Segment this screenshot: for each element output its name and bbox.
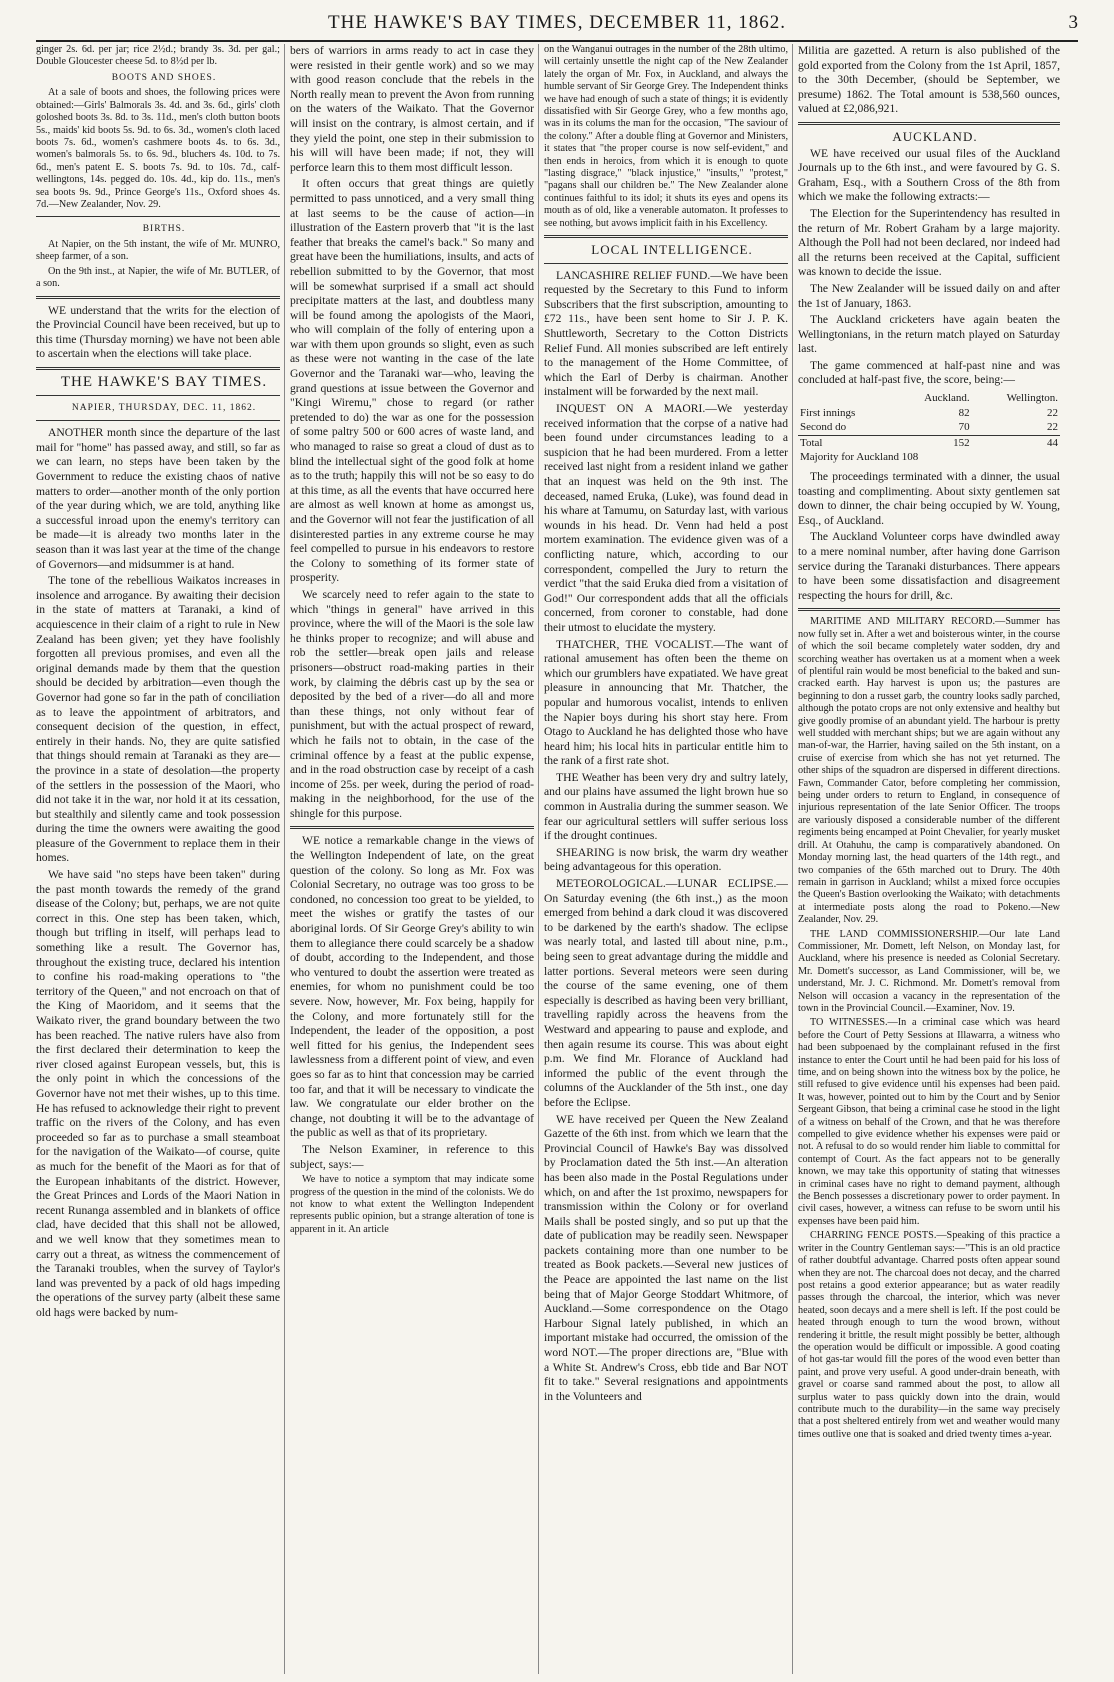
paper-heading: THE HAWKE'S BAY TIMES. [60,374,268,391]
auckland-paragraph: The New Zealander will be issued daily on and after the 1st of January, 1863. [798,281,1060,310]
births-heading: BIRTHS. [142,224,186,235]
score-value: 82 [958,406,970,419]
masthead [36,10,1078,42]
editorial-paragraph: We scarcely need to refer again to the state to which "things in general" have arrived in this province, where the will of the Maori is the sole law he thinks proper to recognize; and will abuse and rob the settler—break open jails and release prisoners—obstruct road-making parties in their work, by claiming the débris cast up by the sea or deposited by the bed of a river—do all and more than these things, not only without fear of punishment, but with the actual prospect of reward, which he fails not to obtain, in the case of the criminal offence by a feast at the public expense, and in the road obstruction case by receipt of a cash income of 25s. per week, during the period of road-making in the neighborhood, for the use of the shingle for this purpose. [290,587,534,820]
birth-notice: At Napier, on the 5th instant, the wife of Mr. MUNRO, sheep farmer, of a son. [36,239,280,263]
score-value: 22 [1047,421,1058,434]
local-item: THATCHER, THE VOCALIST.—The want of rational amusement has often been the theme on which our grumblers have expatiated. We have great pleasure in announcing that Mr. Thatcher, the popular and humorous vocalist, intends to enliven the Napier boys during his short stay here. From Otago to Auckland he has delighted those who have heard him; his local hits in particular entitle him to the rank of a first rate shot. [544,637,788,768]
divider [798,122,1060,125]
divider [36,395,280,396]
column-1 [36,44,280,1674]
local-item: INQUEST ON A MAORI.—We yesterday received information that the corpse of a native had been found under circumstances leading to a suspicion that he had been murdered. From a letter received last night from a resident inland we gather that an inquest was held on the 9th inst. The deceased, named Eruka, (Luke), was found dead in his whare at Tamumu, on Saturday last, with various wounds in his head. Dr. Venn had held a post mortem examination. The evidence given was of a conflicting nature, which, according to our correspondent, compelled the Jury to return the verdict "that the said Eruka died from a visitation of God!" Our correspondent adds that all the officials concerned, from coroner to constable, had done their utmost to elucidate the mystery. [544,402,788,634]
divider [544,235,788,238]
local-item: LANCASHIRE RELIEF FUND.—We have been requested by the Secretary to this Fund to inform Subscribers that the first subscription, amounting to £72 11s., have been sent home to Sir J. P. K. Shuttleworth, Secretary to the Cotton Districts Relief Fund. All monies subscribed are left entirely to the management of the Home Committee, of which the Earl of Derby is chairman. Another instalment will be forwarded by the next mail. [544,268,788,399]
editorial-paragraph: It often occurs that great things are quietly permitted to pass unnoticed, and a very small thing at last seems to be the cause of action—in illustration of the Eastern proverb that "it is the last feather that breaks the camel's back." So many and great have been the humiliations, insults, and acts of rebellion submitted to by the Governor, that most will be somewhat surprised if a small act should precipitate matters at the last, and doubtless many will be found among the apologists of the Maori, who will complain of the folly of entering upon a war with them upon grounds so slight, even as such as these were not wanting in the case of the late Governor and the Taranaki war—who, leaving the grand questions at issue between the Governor and "Kingi Wiremu," chose to regard (or rather pretended to do) the war as one for the possession of some paltry 500 or 600 acres of waste land, and who managed to raise so great a cloud of dust as to blind the intellectual sight of the good folk at home as to the truth; happily this will not be so easy to do at this time, as all the events that have occurred here are almost as well known at home as amongst us, and the Governor will not fear the justification of all disinterested parties in any extreme course he may feel compelled to pursue in his endeavors to restore the Colony to something of its former state of prosperity. [290,177,534,585]
score-label: First innings [800,406,856,419]
editorial-paragraph: The tone of the rebellious Waikatos increases in insolence and arrogance. By awaiting their decision in the state of matters at Taranaki, a kind of acquiescence in their claim of a right to rule in New Zealand has been given; yet they have foolishly forgotten all previous promises, and even all the original demands made by them that the question should be decided by arbitration—even though the Governor had gone so far in the path of conciliation as to leave the appointment of arbitrators, and consequent decision of the question, in effect, entirely in their hands. No, they are quite satisfied that things should remain at Taranaki as they are—the province in a state of desolation—the property of the settlers in the possession of the Maori, who did not take it in the war, nor hold it at its cessation, but stealthily and silently came and took possession during the time the owners were awaiting the good pleasure of the Government to replace them in their homes. [36,574,280,865]
column-rule [284,44,285,1674]
boots-report: At a sale of boots and shoes, the following prices were obtained:—Girls' Balmorals 3s. 4d. and 3s. 6d., girls' cloth goloshed boots 3s. 8d. to 3s. 11d., men's cloth button boots 5s., maids' kid boots 5s. 9d. to 6s. 3d., women's cloth laced boots 7s. 6d., women's cashmere boots 4s. to 6s. 3d., women's balmorals 5s. to 6s. 9d., bluchers 4s. 10d. to 7s. 6d., men's patent E. S. boots 7s. 9d. to 10s. 7d., calf-wellingtons, 14s. pegged do. 10s. 4d., kip do. 11s., men's sea boots 9s. 9d., Prince George's 11s., Oxford shoes 4s. 7d.—New Zealander, Nov. 29. [36,87,280,211]
news-item: THE LAND COMMISSIONERSHIP.—Our late Land Commissioner, Mr. Domett, left Nelson, on Monday last, for Auckland, where his presence is needed as Colonial Secretary. Mr. Domett's successor, as Land Commissioner, will be, we understand, Mr. J. C. Richmond. Mr. Domett's removal from Nelson will occasion a vacancy in the representation of the town in the Provincial Council.—Examiner, Nov. 19. [798,928,1060,1014]
birth-notice: On the 9th inst., at Napier, the wife of Mr. BUTLER, of a son. [36,265,280,290]
column-2 [290,44,534,1674]
score-value: 70 [958,421,970,434]
local-item: WE have received per Queen the New Zealand Gazette of the 6th inst. from which we learn that the Provincial Council of Hawke's Bay was dissolved by Proclamation dated the 5th inst.—An alteration has been also made in the Postal Regulations under which, on and after the 1st proximo, newspapers for transmission within the Colony or for overland Mails shall be posted singly, and so put up that the date of publication may be readily seen. Newspaper packets containing more than one number to be treated as Book packets.—Several new justices of the Peace are appointed the last name on the list being that of Major George Stoddart Whitmore, of Auckland.—Some correspondence on the Otago Harbour Signal lately published, in which an important mistake had occurred, the omission of the word NOT.—The proper directions are, "Blue with a White St. Andrew's Cross, ebb tide and Bar NOT fit to take." Several resignations and appointments in the Volunteers and [544,1112,788,1403]
news-item: MARITIME AND MILITARY RECORD.—Summer has now fully set in. After a wet and boisterous winter, in the course of which the soil became completely water sodden, dry and scorching weather has overtaken us at a moment when a week of plentiful rain would be most beneficial to the baked and sun-cracked earth. Hay harvest is upon us; the pastures are beginning to don a russet garb, the country looks sadly parched, although the potato crops are not only extensive and healthy but give goodly promise of an abundant yield. The harbour is pretty well studded with merchant ships; but we are again without any man-of-war, the Harrier, having sailed on the 5th instant, on a cruise of exercise from which she has not yet returned. The other ships of the squadron are dispersed in different directions. Fawn, Commander Cator, before completing her commission, being under orders to return to England, in consequence of injurious representation of the late Senior Officer. The troops are variously disposed a considerable number of the different regiments being encamped at Point Chevalier, for yearly musket drill. At Otahuhu, the camp is comparatively abandoned. On Monday morning last, the head quarters of the 14th regt., and two companies of the 65th marched out to Drury. The 40th remain in garrison in Auckland; whilst a mixed force occupies the Queen's Bastion overlooking the Waikato; with detachments at intermediate posts along the road to Pokeno.—New Zealander, Nov. 29. [798,616,1060,926]
auckland-paragraph: The Auckland Volunteer corps have dwindled away to a mere nominal number, after having done Garrison service during the Taranaki disturbances. There appears to have been some dissatisfaction and disagreement respecting the hours for drill, &c. [798,530,1060,602]
militia-text: Militia are gazetted. A return is also published of the gold exported from the Colony from the 1st April, 1857, to the 30th December, (should be September, we presume) 1862. The Total amount is 538,560 ounces, valued at £2,086,921. [798,44,1060,116]
local-item: METEOROLOGICAL.—LUNAR ECLIPSE.—On Saturday evening (the 6th inst.,) as the moon emerged from behind a dark cloud it was discovered to be darkened by the earth's shadow. The eclipse was nearly total, and lasted till about nine, p.m., being seen to great advantage during the middle and latter portions. Several meteors were seen during the course of the same evening, one of them especially is described as having been very brilliant, travelling rapidly across the heavens from the Westward and appearing to pause and explode, and then again resume its course. This was about eight p.m. We find Mr. Florance of Auckland had informed the public of the event through the columns of the Aucklander of the 5th inst., one day before the Eclipse. [544,877,788,1109]
editorial-paragraph: We have said "no steps have been taken" during the past month towards the remedy of the grand disease of the Colony; but, perhaps, we are not quite correct in this. One step has been taken, which, though but trifling in itself, will perhaps lead to something like a result. The Governor has, throughout the existing truce, declared his intention to confine his road-making operations to "the territory of the Queen," and not encroach on that of the King of Maoridom, and it seems that the Waikato river, the grand boundary between the two has been reached. The native rulers have also from the first declared their determination to keep the river closed against European vessels, but, this is the only point in which the concessions of the Governor have not met their wishes, up to this time. He has refused to acknowledge their right to prevent traffic on the rivers of the Colony, and has even proceeded so far as to purchase a small steamboat for the navigation of the Waikato—of course, quite as much for the benefit of the Maori as for that of the European inhabitants of the district. However, the Great Princes and Lords of the Maori Nation in recent Runanga assembled and in blankets of office clad, have decided that this shall not be allowed, and we well know that they sometimes mean to carry out a threat, as witness the commencement of the Taranaki troubles, when the survey of Taylor's land was prevented by a pack of old hags impeding the operations of the survey party (albeit these same old hags were backed by num- [36,868,280,1319]
score-label: Total [798,435,893,450]
score-value: 152 [893,435,972,450]
boots-heading: BOOTS AND SHOES. [111,72,217,83]
masthead-title: THE HAWKE'S BAY TIMES, DECEMBER 11, 1862. [328,12,786,33]
table-row [798,406,1060,421]
editorial-paragraph: The Nelson Examiner, in reference to this subject, says:— [290,1142,534,1171]
divider [36,420,280,421]
divider [798,608,1060,611]
score-value: 22 [1047,406,1058,419]
auckland-paragraph: The proceedings terminated with a dinner, the usual toasting and complimenting. About sixty gentlemen sat down to dinner, the chair being occupied by W. Young, Esq., of Auckland. [798,470,1060,527]
editorial-paragraph: ANOTHER month since the departure of the last mail for "home" has passed away, and still, so far as we can learn, no steps have been taken by the Government to reduce the existing chaos of native matters to order—another month of the only portion of the year during which, we are told, anything like a successful inroad upon the enemy's territory can be made—it is already two months later in the season than it was last year at the time of the change of Governors—and midsummer is at hand. [36,426,280,571]
writs-notice: WE understand that the writs for the election of the Provincial Council have been received, but up to this time (Thursday morning) we have not been able to ascertain when the elections will take place. [36,303,280,361]
score-label: Second do [800,421,847,434]
local-heading: LOCAL INTELLIGENCE. [591,242,753,258]
market-report: ginger 2s. 6d. per jar; rice 2½d.; brandy 3s. 3d. per gal.; Double Gloucester cheese 5d. to 8½d per lb. [36,44,280,68]
auckland-paragraph: The Election for the Superintendency has resulted in the return of Mr. Robert Graham by a large majority. Although the Poll had not been declared, nor indeed had all the returns been received at the Capital, sufficient was known to decide the issue. [798,206,1060,279]
column-rule [792,44,793,1674]
column-4 [798,44,1060,1674]
editorial-paragraph: bers of warriors in arms ready to act in case they were resisted in their gentle work) and so we may with good reason conclude that the rebels in the North really mean to prevent the Avon from running on the waters of the Waikato. That the Governor will insist on the contrary, is almost certain, and if they yield the point, one step in their submission to his will will have been made; if not, they will perforce learn this to them most difficult lesson. [290,44,534,174]
cricket-score-table [798,391,1060,465]
divider [290,826,534,829]
table-row [798,420,1060,435]
page-number: 3 [1068,12,1078,33]
news-item: CHARRING FENCE POSTS.—Speaking of this practice a writer in the Country Gentleman says:—"This is an old practice of rather doubtful advantage. Charred posts often appear sound when they are not. The charcoal does not decay, and the charred post retains a good exterior appearance; but as water readily passes through the charcoal, the interior, which was never heated, soon decays and a mere shell is left. If the post could be heated through enough to turn the wood brown, without rendering it brittle, the result might possibly be better, although the operation would be difficult or impossible. A good coating of hot gas-tar would fill the pores of the wood even better than paint, and prove very useful. A good under-drain beneath, with gravel or coarse sand rammed about the post, to allow all surplus water to pass quickly down into the drain, would contribute much to the durability—in the same way precisely that a post sheltered entirely from wet and weather would many times outlive one that is soaked and dried twenty times a-year. [798,1230,1060,1440]
quoted-text: on the Wanganui outrages in the number of the 28th ultimo, will certainly unsettle the night cap of the New Zealander lately the organ of Mr. Fox, in Auckland, and always the humble servant of Sir George Grey. The Independent thinks we have had enough of such a state of things; it is evidently dissatisfied with Sir George Grey, who a few months ago, was in its colums the man for the occasion, "The saviour of the colony." After a double fling at Governor and Ministers, it states that "the proper course is now self-evident," and then ends in heroics, from which it is enough to quote "lasting disgrace," "black injustice," "insults," "protest," "pagans shall our children be." The New Zealander alone continues faithful to its idol; it shuts its eyes and opens its mouth as of old, like a venerable automaton. It professes to see nothing, but avows implicit faith in his Excellency. [544,44,788,229]
auckland-paragraph: The Auckland cricketers have again beaten the Wellingtonians, in the return match played on Saturday last. [798,313,1060,356]
divider [36,367,280,370]
score-majority: Majority for Auckland 108 [800,451,919,464]
column-3 [544,44,788,1674]
table-row [798,435,1060,450]
score-header: Auckland. [924,392,970,405]
divider [36,296,280,299]
quoted-text: We have to notice a symptom that may indicate some progress of the question in the mind of the colonists. We do not know to what extent the Wellington Independent represents public opinion, but a strange alteration of tone is apparent in it. An article [290,1174,534,1235]
column-rule [538,44,539,1674]
dateline: NAPIER, THURSDAY, DEC. 11, 1862. [71,402,257,413]
news-item: TO WITNESSES.—In a criminal case which was heard before the Court of Petty Sessions at Illawarra, a witness who had been subpoenaed by the complainant refused in the first instance to enter the Court until he had been paid for his loss of time, and on being shown into the witness box by the police, he still refused to give evidence until his expenses had been paid. It was, however, pointed out to him by the Court and by Senior Sergeant Gibson, that being a criminal case he stood in the light of a witness on behalf of the Crown, and that he was therefore compelled to give evidence whether his expenses were paid or not. A refusal to do so would render him liable to committal for contempt of Court. As the fact appears not to be generally known, we may take this opportunity of stating that witnesses in criminal cases have no right to demand payment, although the Bench possesses a discretionary power to order payment. In civil cases, however, a witness can refuse to be sworn until his expenses have been paid him. [798,1017,1060,1227]
divider [36,216,280,217]
auckland-heading: AUCKLAND. [892,128,978,144]
local-item: SHEARING is now brisk, the warm dry weather being advantageous for this operation. [544,845,788,874]
auckland-paragraph: WE have received our usual files of the Auckland Journals up to the 6th inst., and were favoured by G. S. Graham, Esq., with a Southern Cross of the 8th from which we make the following extracts:— [798,146,1060,204]
score-value: 44 [972,435,1060,450]
auckland-paragraph: The game commenced at half-past nine and was concluded at half-past five, the score, being:— [798,358,1060,387]
divider [544,263,788,264]
score-header: Wellington. [1006,392,1058,405]
local-item: THE Weather has been very dry and sultry lately, and our plains have assumed the light brown hue so common in Australia during the summer season. We fear our agricultural settlers will suffer serious loss if the drought continues. [544,770,788,843]
editorial-paragraph: WE notice a remarkable change in the views of the Wellington Independent of late, on the great question of the colony. So long as Mr. Fox was Colonial Secretary, no outrage was too gross to be condoned, no concession too great to be yielded, to meet the wishes or gratify the tastes of our aboriginal lords. Of Sir George Grey's ability to win them to allegiance there could scarcely be a shadow of doubt, according to the Independent, and those who ventured to doubt the assertion were treated as enemies, for whom no punishment could be too severe. Now, however, Mr. Fox being, happily for the Colony, and more fortunately still for the Independent, the leader of the opposition, a post well fitted for his genius, the Independent sees lawlessness from a different point of view, and even goes so far as to hint that concession may be carried too far, and that it will be necessary to vindicate the law. We congratulate our elder brother on the change, not doubting it will be to the advantage of the public as well as that of its proprietary. [290,834,534,1140]
